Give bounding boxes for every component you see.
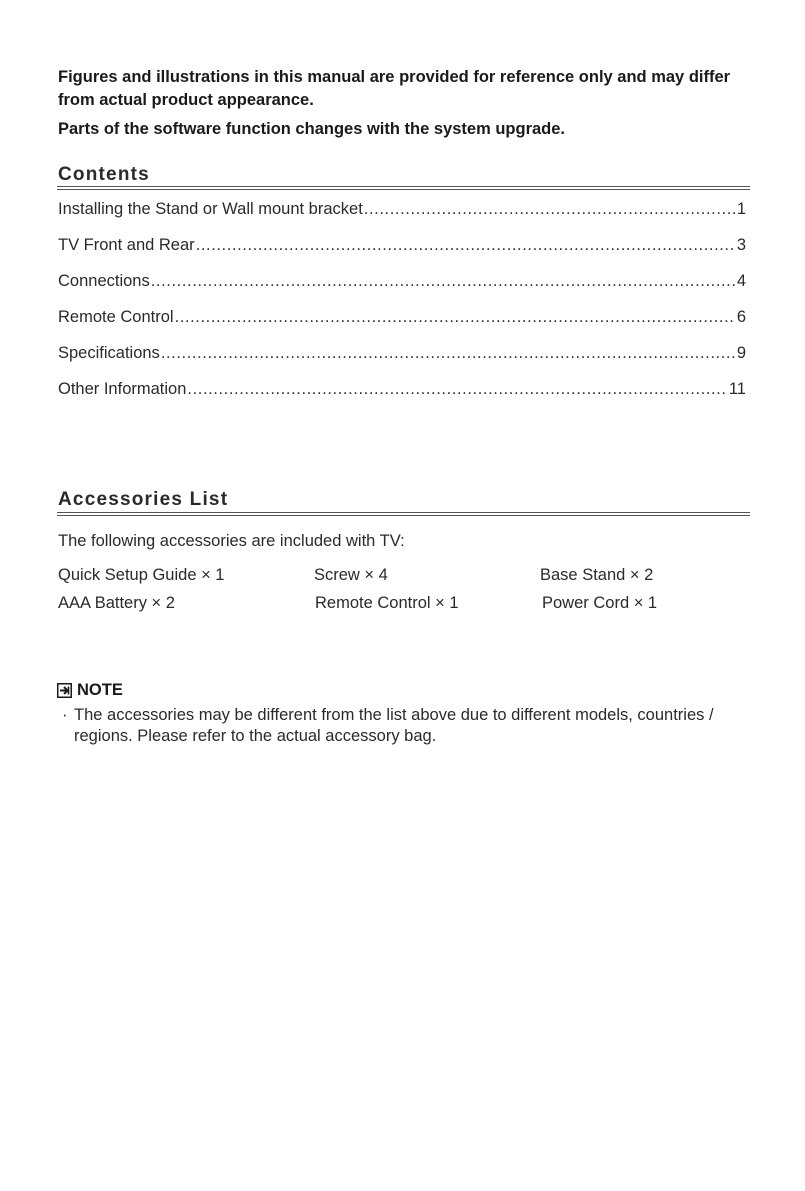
accessories-title: Accessories List: [58, 489, 229, 510]
accessories-intro: The following accessories are included with TV:: [58, 532, 405, 550]
toc-item-remote-control[interactable]: [58, 308, 746, 344]
accessory-item: Quick Setup Guide × 1: [58, 566, 225, 584]
toc-item-page: 3: [736, 236, 746, 254]
toc-item-label: Installing the Stand or Wall mount bracket: [58, 200, 363, 218]
toc-leader-dots: [196, 236, 736, 255]
disclaimer: [58, 66, 758, 141]
accessory-item: Power Cord × 1: [542, 594, 658, 612]
note-text: The accessories may be different from the list above due to different models, countries / regions. Please refer to the actual accessory bag.: [74, 706, 714, 745]
toc-leader-dots: [364, 200, 736, 219]
toc-item-specifications[interactable]: [58, 344, 746, 380]
contents-divider: [57, 186, 750, 190]
toc-item-page: 9: [736, 344, 746, 362]
toc-item-page: 6: [736, 308, 746, 326]
note-body: [62, 705, 752, 747]
accessory-item: Screw × 4: [314, 566, 388, 584]
table-of-contents: [58, 200, 746, 416]
toc-item-label: Remote Control: [58, 308, 174, 326]
note-bullet: ·: [62, 706, 68, 724]
accessory-item: Base Stand × 2: [540, 566, 654, 584]
toc-item-page: 11: [728, 380, 746, 398]
toc-item-label: Other Information: [58, 380, 187, 398]
note-header: [57, 681, 123, 700]
accessory-item: Remote Control × 1: [315, 594, 459, 612]
toc-item-page: 4: [736, 272, 746, 290]
toc-leader-dots: [187, 380, 727, 399]
toc-item-page: 1: [736, 200, 746, 218]
toc-item-other-information[interactable]: [58, 380, 746, 416]
arrow-right-box-icon: [57, 683, 72, 698]
toc-item-stand-wall-mount[interactable]: [58, 200, 746, 236]
disclaimer-line-1: Figures and illustrations in this manual are provided for reference only and may differ from actual product appearance.: [58, 68, 731, 109]
toc-leader-dots: [151, 272, 736, 291]
toc-item-label: Connections: [58, 272, 150, 290]
toc-leader-dots: [161, 344, 736, 363]
toc-item-tv-front-rear[interactable]: [58, 236, 746, 272]
toc-item-connections[interactable]: [58, 272, 746, 308]
note-label: NOTE: [77, 681, 123, 699]
toc-item-label: TV Front and Rear: [58, 236, 195, 254]
contents-title: Contents: [58, 164, 150, 185]
toc-leader-dots: [175, 308, 736, 327]
disclaimer-line-2: Parts of the software function changes with the system upgrade.: [58, 120, 566, 138]
accessories-divider: [57, 512, 750, 516]
toc-item-label: Specifications: [58, 344, 160, 362]
accessory-item: AAA Battery × 2: [58, 594, 175, 612]
